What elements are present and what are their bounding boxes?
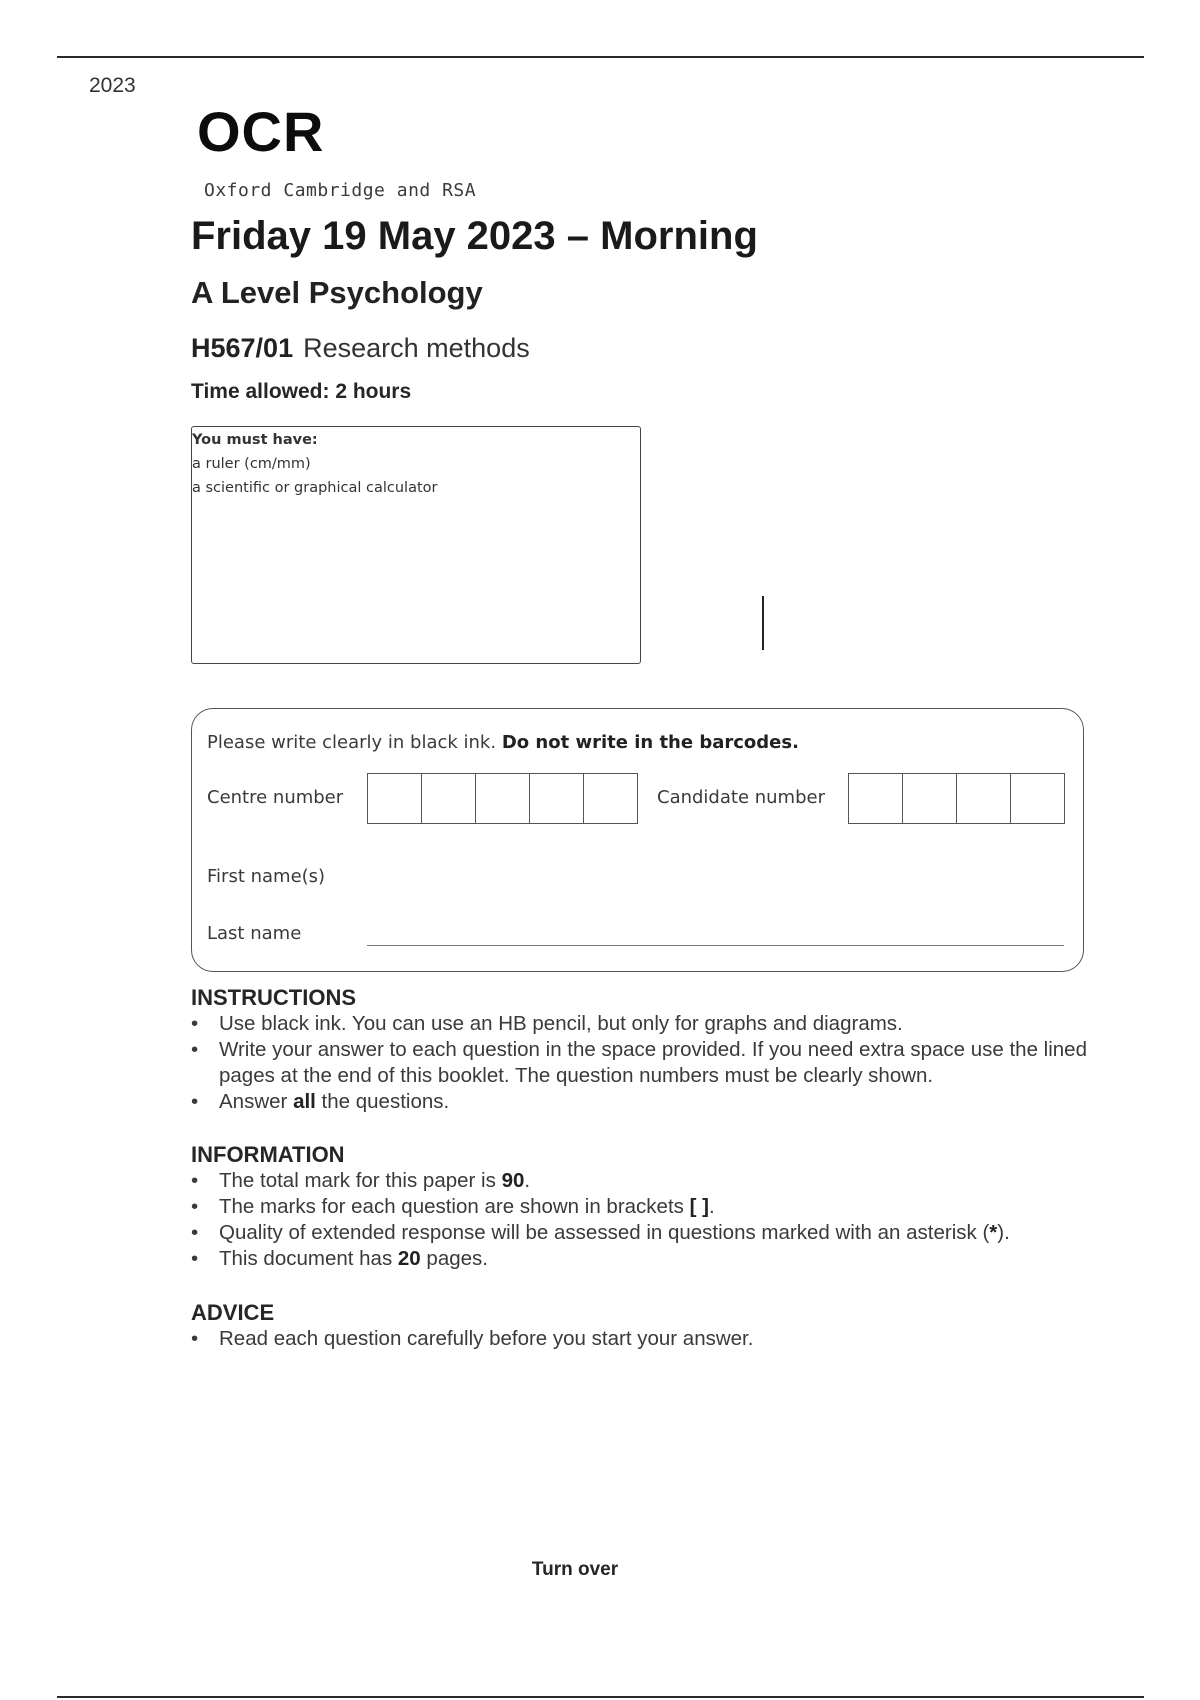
digit-cell[interactable] — [957, 774, 1011, 823]
candidate-instructions: Please write clearly in black ink. Do not write in the barcodes. — [207, 732, 799, 753]
paper-code: H567/01 — [191, 333, 294, 363]
instruction-item: • Use black ink. You can use an HB pencil, but only for graphs and diagrams. — [191, 1011, 1091, 1037]
candidate-number-field[interactable] — [848, 773, 1065, 824]
digit-cell[interactable] — [530, 774, 584, 823]
digit-cell[interactable] — [903, 774, 957, 823]
advice-section — [191, 1300, 1091, 1352]
digit-cell[interactable] — [584, 774, 637, 823]
digit-cell[interactable] — [368, 774, 422, 823]
information-item: • This document has 20 pages. — [191, 1246, 1091, 1272]
instructions-section — [191, 985, 1091, 1115]
digit-cell[interactable] — [476, 774, 530, 823]
year-label: 2023 — [89, 74, 136, 97]
advice-item: • Read each question carefully before you start your answer. — [191, 1326, 1091, 1352]
text-cursor — [762, 596, 764, 650]
digit-cell[interactable] — [849, 774, 903, 823]
information-item: • The total mark for this paper is 90. — [191, 1168, 1091, 1194]
information-item: • The marks for each question are shown in brackets [ ]. — [191, 1194, 1091, 1220]
digit-cell[interactable] — [422, 774, 476, 823]
last-name-label: Last name — [207, 923, 302, 944]
paper-title: Research methods — [303, 333, 530, 363]
must-have-box — [191, 426, 641, 664]
centre-number-field[interactable] — [367, 773, 638, 824]
instruction-item: • Answer all the questions. — [191, 1089, 1091, 1115]
candidate-number-label: Candidate number — [657, 787, 825, 808]
advice-heading: ADVICE — [191, 1300, 275, 1325]
ocr-logo: OCR — [197, 100, 325, 163]
information-heading: INFORMATION — [191, 1142, 345, 1167]
turn-over-label: Turn over — [531, 1559, 619, 1580]
must-have-item: a scientific or graphical calculator — [192, 480, 438, 496]
first-name-label: First name(s) — [207, 866, 326, 887]
time-allowed: Time allowed: 2 hours — [191, 380, 412, 403]
centre-number-label: Centre number — [207, 787, 344, 808]
information-item: • Quality of extended response will be assessed in questions marked with an asterisk (*). — [191, 1220, 1091, 1246]
must-have-title: You must have: — [192, 432, 318, 448]
instructions-heading: INSTRUCTIONS — [191, 985, 356, 1010]
must-have-item: a ruler (cm/mm) — [192, 456, 311, 472]
top-rule — [57, 56, 1144, 58]
instruction-item: • Write your answer to each question in the space provided. If you need extra space use the lined pages at the end of this booklet. The question numbers must be clearly shown. — [191, 1037, 1091, 1089]
information-section — [191, 1142, 1091, 1272]
ocr-logo-subtitle: Oxford Cambridge and RSA — [204, 180, 477, 201]
paper-code-line — [191, 333, 530, 364]
exam-date: Friday 19 May 2023 – Morning — [191, 214, 758, 258]
digit-cell[interactable] — [1011, 774, 1064, 823]
exam-subject: A Level Psychology — [191, 275, 483, 310]
bottom-rule — [57, 1696, 1144, 1698]
last-name-field[interactable] — [367, 945, 1064, 946]
barcode-warning: Do not write in the barcodes. — [501, 732, 799, 753]
candidate-details-box — [191, 708, 1084, 972]
